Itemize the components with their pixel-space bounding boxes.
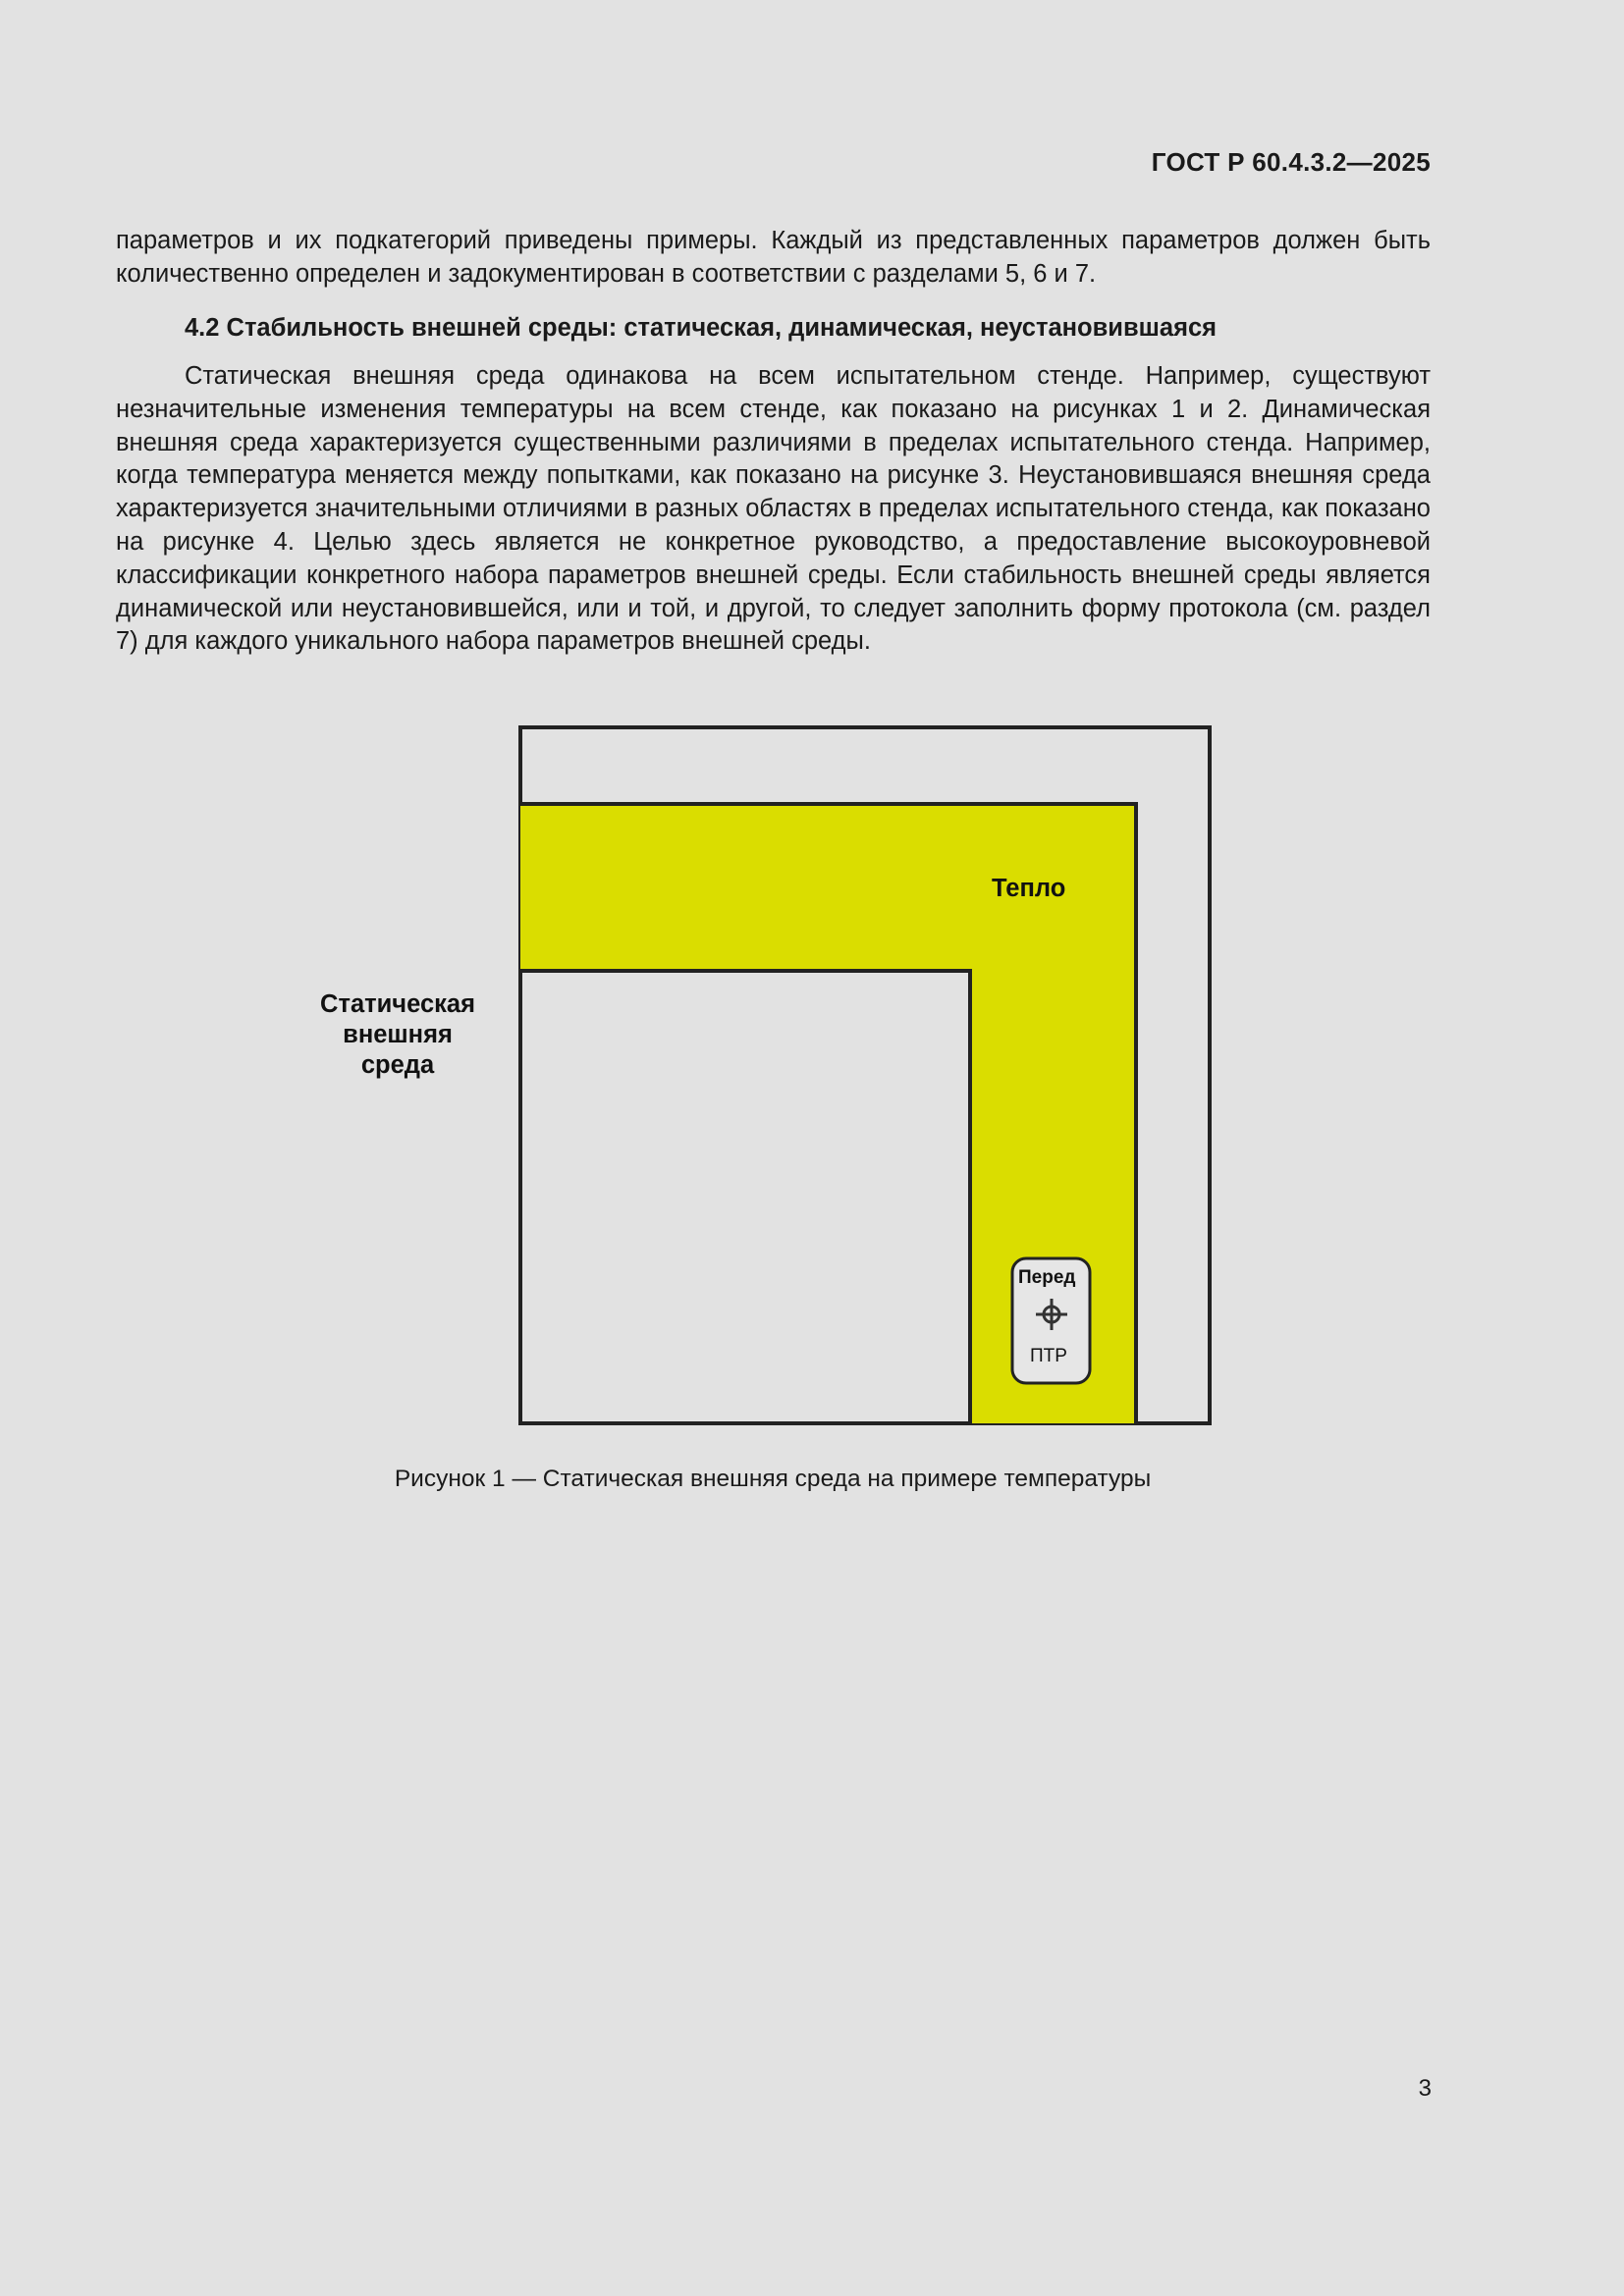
standard-id: ГОСТ Р 60.4.3.2—2025: [1151, 147, 1431, 177]
section-paragraph: Статическая внешняя среда одинакова на всем испытательном стенде. Например, существуют незначительные изменения температуры на всем стенде, как показано на рисунках 1 и 2. Динамическая внешняя среда характеризуется существенными различиями в пределах испытательного стенда. Например, когда температура меняется между попытками, как показано на рисунке 3. Неустановившаяся внешняя среда характеризуется значительными отличиями в разных областях в пределах испытательного стенда, как показано на рисунке 4. Целью здесь является не конкретное руководство, а предоставление высокоуровневой классификации конкретного набора параметров внешней среды. Если стабильность внешней среды является динамической или неустановившейся, или и той, и другой, то следует заполнить форму протокола (см. раздел 7) для каждого уникального набора параметров внешней среды.: [116, 362, 1431, 656]
static-environment-label: Статическая внешняя среда: [320, 990, 475, 1079]
figure-static-environment: [295, 717, 1237, 1433]
page-number: 3: [1418, 2075, 1432, 2102]
static-area: [520, 971, 970, 1423]
figure-caption: Рисунок 1 — Статическая внешняя среда на примере температуры: [394, 1466, 1152, 1492]
robot-name-label: ПТР: [1030, 1346, 1067, 1366]
intro-paragraph: параметров и их подкатегорий приведены примеры. Каждый из представленных параметров должен быть количественно определен и задокументирован в соответствии с разделами 5, 6 и 7.: [116, 227, 1431, 288]
section-heading: 4.2 Стабильность внешней среды: статическая, динамическая, неустановившаяся: [185, 314, 1218, 342]
warm-label: Тепло: [992, 875, 1066, 902]
robot-front-label: Перед: [1018, 1267, 1076, 1288]
